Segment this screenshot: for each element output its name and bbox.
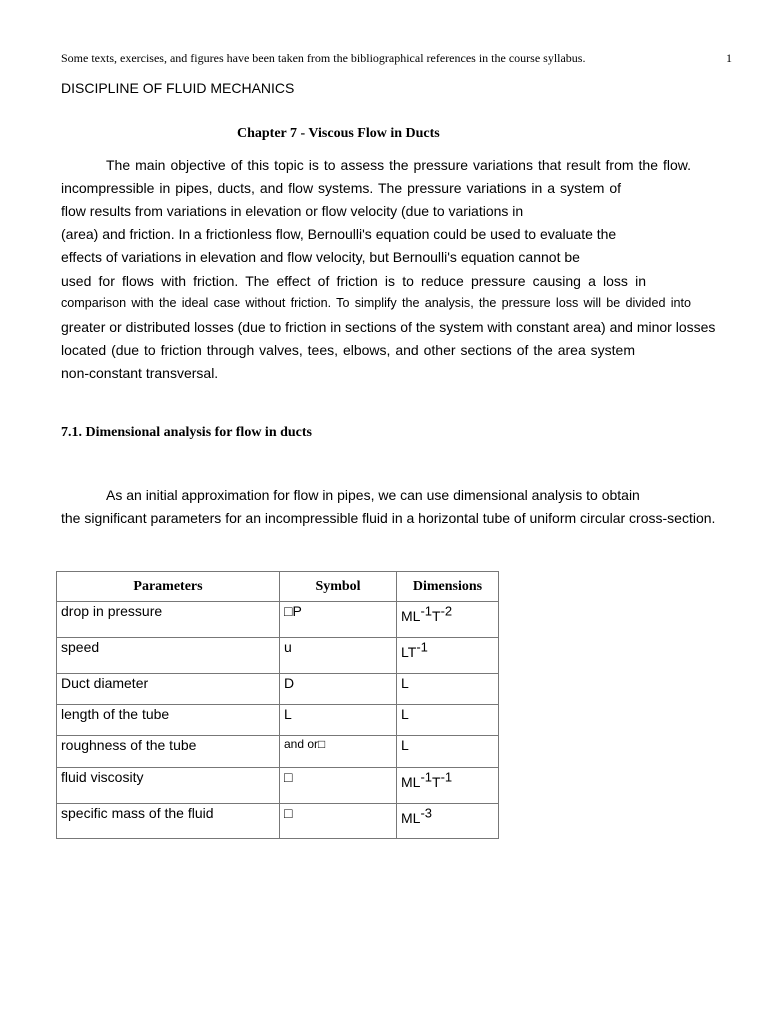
parameter-cell: specific mass of the fluid bbox=[57, 804, 280, 839]
symbol-cell: u bbox=[280, 638, 397, 674]
table-row bbox=[57, 602, 499, 638]
parameter-cell: roughness of the tube bbox=[57, 736, 280, 768]
header-note: Some texts, exercises, and figures have been taken from the bibliographical references in the course syllabus. bbox=[61, 51, 586, 65]
discipline-title: DISCIPLINE OF FLUID MECHANICS bbox=[61, 80, 295, 96]
table-row bbox=[57, 804, 499, 839]
paragraph-line: The main objective of this topic is to assess the pressure variations that result from the flow. bbox=[106, 157, 691, 173]
symbol-cell: D bbox=[280, 674, 397, 705]
parameter-cell: drop in pressure bbox=[57, 602, 280, 638]
dimensions-cell: L bbox=[397, 705, 499, 736]
paragraph-line: As an initial approximation for flow in pipes, we can use dimensional analysis to obtain bbox=[106, 487, 640, 503]
paragraph-line: comparison with the ideal case without friction. To simplify the analysis, the pressure loss will be divided into bbox=[61, 296, 691, 310]
page-number: 1 bbox=[726, 51, 732, 65]
parameter-cell: length of the tube bbox=[57, 705, 280, 736]
dimensions-cell: L bbox=[397, 736, 499, 768]
column-header-symbol: Symbol bbox=[280, 572, 397, 602]
symbol-cell: □ bbox=[280, 768, 397, 804]
dimensions-cell: $LT^{-1}$ bbox=[397, 638, 499, 674]
parameter-cell: Duct diameter bbox=[57, 674, 280, 705]
paragraph-line: (area) and friction. In a frictionless flow, Bernoulli's equation could be used to evaluate the bbox=[61, 226, 617, 242]
symbol-cell: □ bbox=[280, 804, 397, 839]
dimensions-cell: $ML^{-1}T^{-2}$ bbox=[397, 602, 499, 638]
table-row bbox=[57, 638, 499, 674]
paragraph-line: flow results from variations in elevation or flow velocity (due to variations in bbox=[61, 203, 524, 219]
paragraph-line: incompressible in pipes, ducts, and flow systems. The pressure variations in a system of bbox=[61, 180, 621, 196]
parameter-cell: speed bbox=[57, 638, 280, 674]
dimensions-cell: L bbox=[397, 674, 499, 705]
paragraph-line: greater or distributed losses (due to friction in sections of the system with constant area) and minor losses bbox=[61, 319, 716, 335]
symbol-cell: □P bbox=[280, 602, 397, 638]
table-row bbox=[57, 768, 499, 804]
section-heading: 7.1. Dimensional analysis for flow in ducts bbox=[61, 425, 312, 440]
dimensions-cell: $ML^{-3}$ bbox=[397, 804, 499, 839]
chapter-title: Chapter 7 - Viscous Flow in Ducts bbox=[237, 126, 440, 141]
symbol-cell: and or□ bbox=[280, 736, 397, 768]
parameters-table bbox=[56, 571, 499, 839]
table-row bbox=[57, 674, 499, 705]
paragraph-line: located (due to friction through valves, tees, elbows, and other sections of the area system bbox=[61, 342, 635, 358]
paragraph-line: used for flows with friction. The effect of friction is to reduce pressure causing a loss in bbox=[61, 273, 646, 289]
paragraph-line: effects of variations in elevation and flow velocity, but Bernoulli's equation cannot be bbox=[61, 249, 580, 265]
table-row bbox=[57, 705, 499, 736]
dimensions-cell: $ML^{-1}T^{-1}$ bbox=[397, 768, 499, 804]
symbol-cell: L bbox=[280, 705, 397, 736]
table-header-row bbox=[57, 572, 499, 602]
column-header-dimensions: Dimensions bbox=[397, 572, 499, 602]
column-header-parameters: Parameters bbox=[57, 572, 280, 602]
table-row bbox=[57, 736, 499, 768]
paragraph-line: the significant parameters for an incompressible fluid in a horizontal tube of uniform circular cross-section. bbox=[61, 510, 716, 526]
paragraph-line: non-constant transversal. bbox=[61, 365, 219, 381]
parameter-cell: fluid viscosity bbox=[57, 768, 280, 804]
